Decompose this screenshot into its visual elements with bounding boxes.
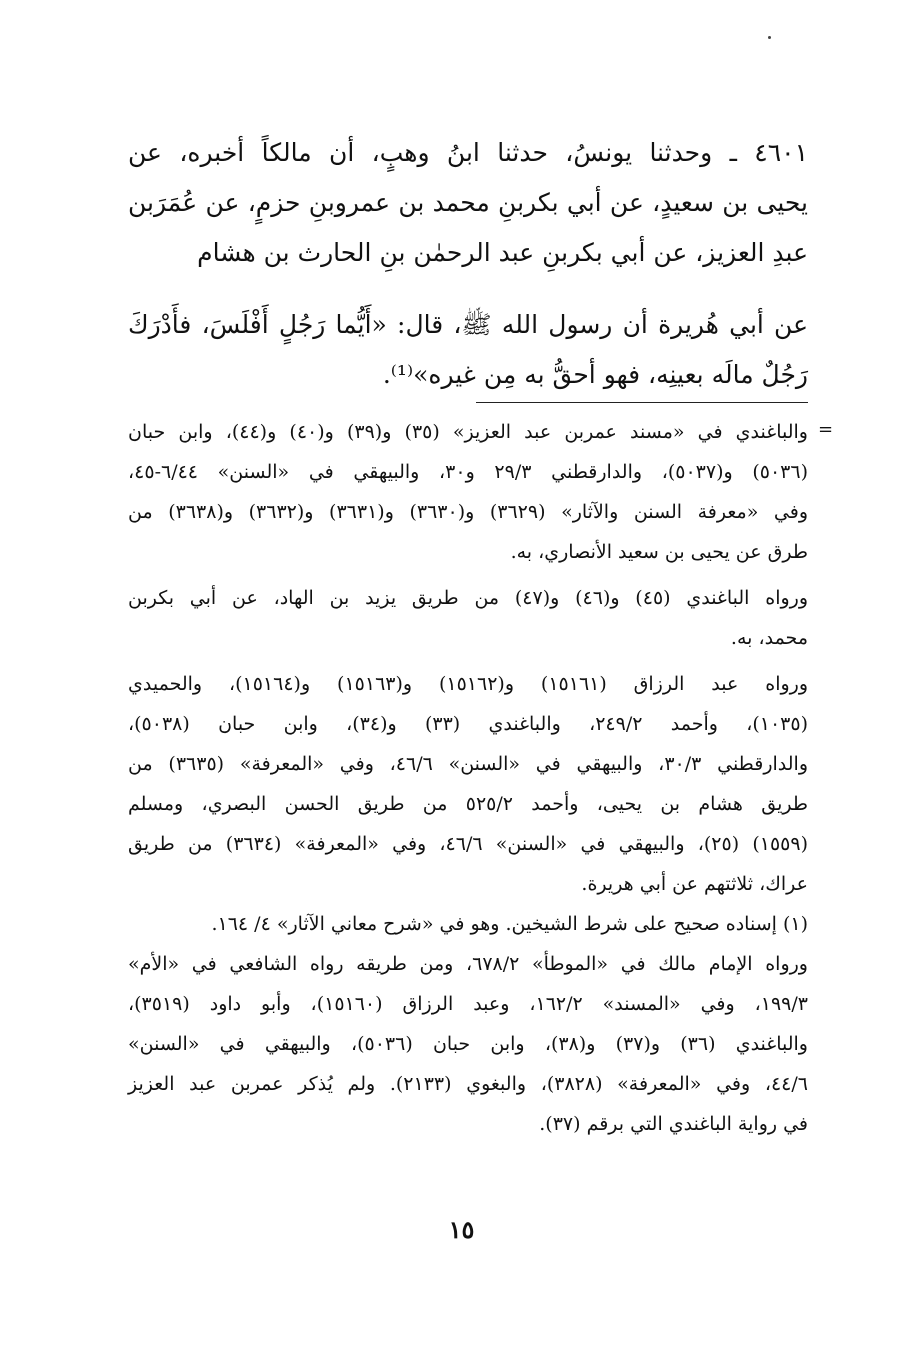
hadith-line: يحيى بن سعيدٍ، عن أبي بكربنِ محمد بن عمروبنِ حزمٍ، عن عُمَرَبن	[128, 188, 808, 217]
footnote-line: والباغندي في «مسند عمربن عبد العزيز» (٣٥) و(٣٩) و(٤٠) و(٤٤)، وابن حبان	[128, 421, 808, 443]
footnote-line: في رواية الباغندي التي برقم (٣٧).	[539, 1113, 808, 1135]
footnote-line: طرق عن يحيى بن سعيد الأنصاري، به.	[510, 541, 808, 563]
page-number: ١٥	[448, 1215, 475, 1244]
footnote-line: طريق هشام بن يحيى، وأحمد ٥٢٥/٢ من طريق الحسن البصري، ومسلم	[128, 793, 808, 815]
footnote-line: ٤٤/٦، وفي «المعرفة» (٣٨٢٨)، والبغوي (٢١٣٣). ولم يُذكر عمربن عبد العزيز	[128, 1073, 808, 1095]
footnote-line: والباغندي (٣٦) و(٣٧) و(٣٨)، وابن حبان (٥٠٣٦)، والبيهقي في «السنن»	[128, 1033, 808, 1055]
hadith-line: رَجُلٌ مالَه بعينِه، فهو أحقُّ به مِن غيره»⁽¹⁾.	[382, 360, 808, 389]
footnote-line: والدارقطني ٣٠/٣، والبيهقي في «السنن» ٤٦/٦، وفي «المعرفة» (٣٦٣٥) من	[128, 753, 809, 775]
footnote-line: ورواه عبد الرزاق (١٥١٦١) و(١٥١٦٢) و(١٥١٦٣) و(١٥١٦٤)، والحميدي	[128, 673, 809, 695]
footnote-line: عراك، ثلاثتهم عن أبي هريرة.	[581, 873, 808, 895]
footnote-continuation-mark: =	[818, 419, 834, 440]
footnote-line: ورواه الإمام مالك في «الموطأ» ٦٧٨/٢، ومن طريقه رواه الشافعي في «الأم»	[128, 953, 808, 975]
footnote-line: (١٥٥٩) (٢٥)، والبيهقي في «السنن» ٤٦/٦، وفي «المعرفة» (٣٦٣٤) من طريق	[128, 833, 808, 855]
footnote-line: محمد، به.	[730, 627, 808, 649]
hadith-line: عبدِ العزيز، عن أبي بكربنِ عبد الرحمٰن بنِ الحارث بن هشام	[197, 238, 808, 267]
footnote-line: (١) إسناده صحيح على شرط الشيخين. وهو في «شرح معاني الآثار» ٤/ ١٦٤.	[211, 913, 808, 935]
hadith-line: ٤٦٠١ ـ وحدثنا يونسُ، حدثنا ابنُ وهبٍ، أن مالكاً أخبره، عن	[128, 138, 808, 167]
hadith-text	[128, 128, 808, 400]
footnotes	[128, 412, 808, 1144]
scan-speck	[768, 36, 771, 39]
footnote-line: (٥٠٣٦) و(٥٠٣٧)، والدارقطني ٢٩/٣ و٣٠، والبيهقي في «السنن» ٦/٤٤-٤٥،	[128, 461, 808, 483]
hadith-line: عن أبي هُريرة أن رسول الله ﷺ، قال: «أَيُّما رَجُلٍ أَفْلَسَ، فأَدْرَكَ	[128, 310, 808, 339]
footnote-line: ١٩٩/٣، وفي «المسند» ١٦٢/٢، وعبد الرزاق (١٥١٦٠)، وأبو داود (٣٥١٩)،	[128, 993, 808, 1015]
footnote-line: (١٠٣٥)، وأحمد ٢٤٩/٢، والباغندي (٣٣) و(٣٤)، وابن حبان (٥٠٣٨)،	[128, 713, 808, 735]
footnote-separator	[476, 402, 808, 403]
footnote-line: ورواه الباغندي (٤٥) و(٤٦) و(٤٧) من طريق يزيد بن الهاد، عن أبي بكربن	[128, 587, 809, 609]
footnote-line: وفي «معرفة السنن والآثار» (٣٦٢٩) و(٣٦٣٠) و(٣٦٣١) و(٣٦٣٢) و(٣٦٣٨) من	[128, 501, 808, 523]
